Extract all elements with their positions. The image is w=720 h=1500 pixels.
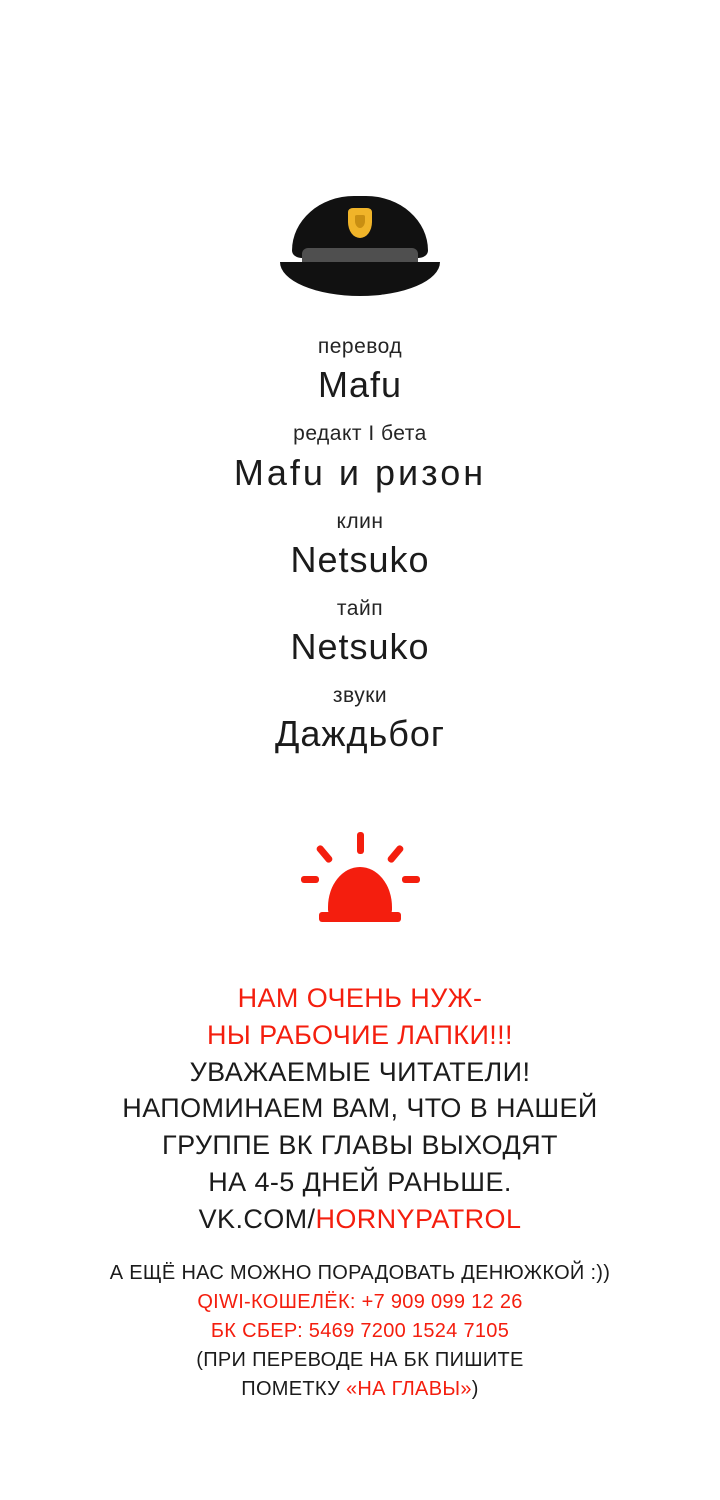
siren-ray [301,876,319,883]
credit-role: тайп [336,596,384,620]
police-cap-icon [280,196,440,306]
donation-block [0,1259,720,1404]
credit-entry [0,421,720,494]
donation-qiwi: QIWI-КОШЕЛЁК: +7 909 099 12 26 [197,1291,523,1314]
donation-hint-prefix: ПОМЕТКУ [241,1378,346,1401]
announcement-line: НЫ РАБОЧИЕ ЛАПКИ!!! [207,1019,513,1050]
donation-hint-line1: (ПРИ ПЕРЕВОДЕ НА БК ПИШИТЕ [196,1349,524,1372]
announcement-line: НА 4-5 ДНЕЙ РАНЬШЕ. [208,1166,512,1197]
credits-list [0,334,720,770]
siren-light-icon [295,832,425,928]
siren-ray [315,844,333,864]
credit-entry [0,334,720,407]
vk-link-prefix: VK.COM/ [198,1203,316,1234]
credit-name: Mafu [317,364,403,406]
announcement-line: УВАЖАЕМЫЕ ЧИТАТЕЛИ! [189,1056,531,1087]
announcement-line: НАМ ОЧЕНЬ НУЖ- [237,983,483,1014]
siren-ray [402,876,420,883]
siren-base [319,912,401,922]
credit-role: перевод [317,335,403,358]
credit-entry [0,509,720,582]
siren-ray [386,844,404,864]
vk-link[interactable] [0,1201,720,1238]
credit-name: Netsuko [290,626,430,667]
credit-name: Mafu и ризон [233,451,487,493]
announcement-line: НАПОМИНАЕМ ВАМ, ЧТО В НАШЕЙ [122,1093,598,1124]
donation-hint-line2 [0,1375,720,1404]
announcement-line: ГРУППЕ ВК ГЛАВЫ ВЫХОДЯТ [162,1130,558,1161]
donation-intro: А ЕЩЁ НАС МОЖНО ПОРАДОВАТЬ ДЕНЮЖКОЙ :)) [109,1262,611,1285]
vk-link-handle: HORNYPATROL [315,1203,522,1234]
credit-name: Даждьбог [274,713,446,755]
siren-dome [328,867,392,915]
credit-role: редакт I бета [293,422,427,446]
siren-ray [357,832,364,854]
donation-sber: БК СБЕР: 5469 7200 1524 7105 [210,1320,510,1343]
credit-role: клин [336,509,384,533]
donation-hint-mark: «НА ГЛАВЫ» [345,1378,472,1401]
credit-name: Netsuko [290,538,430,580]
credit-role: звуки [332,684,388,707]
announcement-block [0,980,720,1237]
cap-visor [280,262,440,296]
credit-entry [0,683,720,756]
credit-entry [0,596,720,669]
donation-hint-suffix: ) [471,1378,479,1401]
